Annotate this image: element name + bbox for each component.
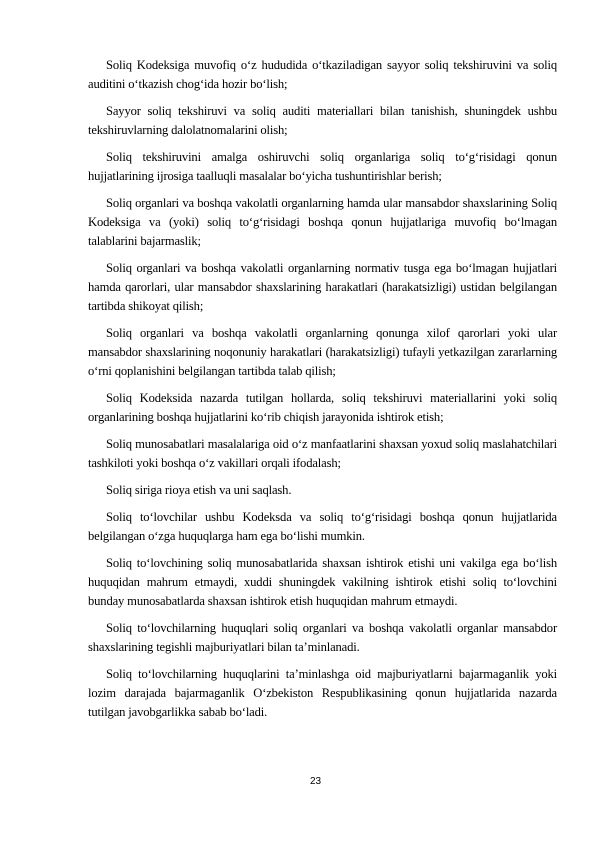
document-body: [88, 56, 557, 730]
page-number: 23: [309, 776, 322, 787]
paragraph: Soliq organlari va boshqa vakolatli organlarning qonunga xilof qarorlari yoki ular mansabdor shaxslarining noqonuniy harakatlari (harakatsizligi) tufayli yetkazilgan zararlarning o‘rni qoplanishini belgilangan tartibda talab qilish;: [88, 326, 557, 378]
paragraph: Soliq to‘lovchilarning huquqlari soliq organlari va boshqa vakolatli organlar mansabdor shaxslarining tegishli majburiyatlari bilan ta’minlanadi.: [88, 621, 557, 654]
paragraph: Soliq tekshiruvini amalga oshiruvchi soliq organlariga soliq to‘g‘risidagi qonun hujjatlarining ijrosiga taalluqli masalalar bo‘yicha tushuntirishlar berish;: [88, 150, 557, 183]
paragraph: Soliq siriga rioya etish va uni saqlash.: [106, 483, 292, 497]
paragraph: Soliq munosabatlari masalalariga oid o‘z manfaatlarini shaxsan yoxud soliq maslahatchilari tashkiloti yoki boshqa o‘z vakillari orqali ifodalash;: [88, 437, 557, 470]
paragraph: Soliq to‘lovchining soliq munosabatlarida shaxsan ishtirok etishi uni vakilga ega bo‘lish huquqidan mahrum etmaydi, xuddi shuningdek vakilning ishtirok etishi soliq to‘lovchini bunday munosabatlarda shaxsan ishtirok etish huquqidan mahrum etmaydi.: [88, 556, 557, 608]
paragraph: Soliq organlari va boshqa vakolatli organlarning normativ tusga ega bo‘lmagan hujjatlari hamda qarorlari, ular mansabdor shaxslarining harakatlari (harakatsizligi) ustidan belgilangan tartibda shikoyat qilish;: [88, 261, 557, 313]
paragraph: Sayyor soliq tekshiruvi va soliq auditi materiallari bilan tanishish, shuningdek ushbu tekshiruvlarning dalolatnomalarini olish;: [88, 104, 557, 137]
paragraph: Soliq to‘lovchilar ushbu Kodeksda va soliq to‘g‘risidagi boshqa qonun hujjatlarida belgilangan o‘zga huquqlarga ham ega bo‘lishi mumkin.: [88, 510, 557, 543]
paragraph: Soliq Kodeksida nazarda tutilgan hollarda, soliq tekshiruvi materiallarini yoki soliq organlarining boshqa hujjatlarini ko‘rib chiqish jarayonida ishtirok etish;: [88, 391, 557, 424]
paragraph: Soliq to‘lovchilarning huquqlarini ta’minlashga oid majburiyatlarni bajarmaganlik yoki lozim darajada bajarmaganlik O‘zbekiston Respublikasining qonun hujjatlarida nazarda tutilgan javobgarlikka sabab bo‘ladi.: [88, 667, 557, 719]
paragraph: Soliq Kodeksiga muvofiq o‘z hududida o‘tkaziladigan sayyor soliq tekshiruvini va soliq auditini o‘tkazish chog‘ida hozir bo‘lish;: [88, 58, 557, 91]
paragraph: Soliq organlari va boshqa vakolatli organlarning hamda ular mansabdor shaxslarining Soliq Kodeksiga va (yoki) soliq to‘g‘risidagi boshqa qonun hujjatlariga muvofiq bo‘lmagan talablarini bajarmaslik;: [88, 196, 557, 248]
